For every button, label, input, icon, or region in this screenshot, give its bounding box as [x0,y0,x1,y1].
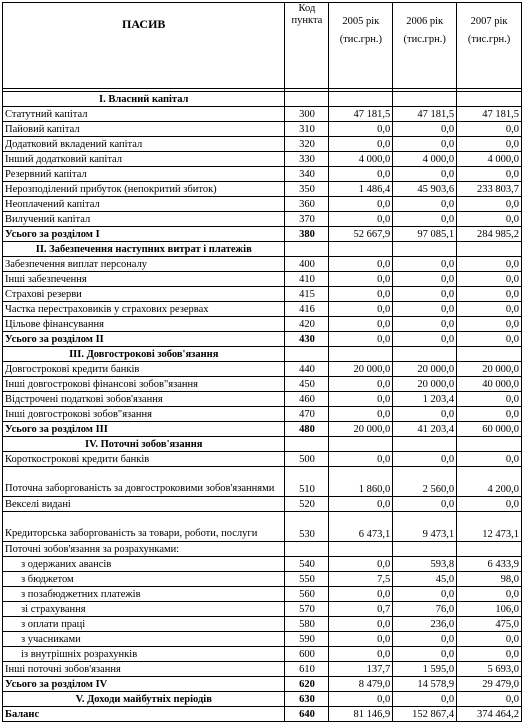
value-2007: 0,0 [457,497,522,512]
table-row [3,452,522,467]
table-row [3,167,522,182]
row-code: 370 [285,212,329,227]
table-row [3,512,522,542]
empty-cell [457,92,522,107]
row-code: 410 [285,272,329,287]
value-2005: 0,0 [329,587,393,602]
header-year-unit: (тис.грн.) [467,34,511,45]
row-code: 440 [285,362,329,377]
value-2005: 0,0 [329,617,393,632]
value-2005: 20 000,0 [329,422,393,437]
header-year-label: 2007 рік [470,16,508,27]
row-code: 340 [285,167,329,182]
value-2007: 0,0 [457,122,522,137]
row-code: 350 [285,182,329,197]
row-label: Кредиторська заборгованість за товари, роботи, послуги [3,512,285,542]
value-2007: 0,0 [457,407,522,422]
row-label: зі страхування [3,602,285,617]
value-2006: 4 000,0 [393,152,457,167]
value-2006: 0,0 [393,632,457,647]
value-2006: 0,0 [393,197,457,212]
value-2005: 4 000,0 [329,152,393,167]
row-code: 330 [285,152,329,167]
value-2006: 0,0 [393,302,457,317]
section-header-row [3,242,522,257]
row-label: Усього за розділом ІІІ [3,422,285,437]
value-2006: 1 595,0 [393,662,457,677]
value-2006: 41 203,4 [393,422,457,437]
value-2005: 6 473,1 [329,512,393,542]
value-2007: 47 181,5 [457,107,522,122]
value-2006: 14 578,9 [393,677,457,692]
row-label: Забезпечення виплат персоналу [3,257,285,272]
row-label: з позабюджетних платежів [3,587,285,602]
header-year-2007 [457,3,522,89]
section-header-row [3,92,522,107]
empty-cell [457,347,522,362]
empty-cell [329,347,393,362]
value-2006: 9 473,1 [393,512,457,542]
header-code-line2: пункта [291,15,323,26]
value-2005: 47 181,5 [329,107,393,122]
row-code: 416 [285,302,329,317]
value-2006: 2 560,0 [393,467,457,497]
header-year-label: 2006 рік [406,16,444,27]
empty-cell [393,242,457,257]
value-2006: 45,0 [393,572,457,587]
value-2007: 0,0 [457,257,522,272]
value-2006: 0,0 [393,212,457,227]
row-code: 320 [285,137,329,152]
value-2006: 0,0 [393,452,457,467]
value-2005: 0,0 [329,692,393,707]
table-row [3,107,522,122]
value-2005: 0,0 [329,197,393,212]
value-2006: 47 181,5 [393,107,457,122]
value-2005: 0,0 [329,407,393,422]
row-code: 510 [285,467,329,497]
row-code: 460 [285,392,329,407]
row-code: 450 [285,377,329,392]
table-row [3,302,522,317]
row-label: з учасниками [3,632,285,647]
value-2005: 0,0 [329,272,393,287]
table-row [3,647,522,662]
value-2006: 0,0 [393,332,457,347]
table-row [3,272,522,287]
row-label: Цільове фінансування [3,317,285,332]
group-label-row [3,542,522,557]
row-code: 420 [285,317,329,332]
table-body [3,89,522,722]
table-row [3,632,522,647]
value-2005: 0,0 [329,302,393,317]
value-2005: 1 860,0 [329,467,393,497]
value-2007: 12 473,1 [457,512,522,542]
row-label: Резервний капітал [3,167,285,182]
value-2006: 0,0 [393,137,457,152]
row-label: Вилучений капітал [3,212,285,227]
row-code: 520 [285,497,329,512]
row-code: 560 [285,587,329,602]
row-label: Частка перестраховиків у страхових резервах [3,302,285,317]
value-2007: 0,0 [457,392,522,407]
value-2005: 0,0 [329,497,393,512]
total-row [3,227,522,242]
value-2007: 0,0 [457,302,522,317]
value-2007: 4 200,0 [457,467,522,497]
value-2006: 0,0 [393,167,457,182]
table-row [3,392,522,407]
value-2006: 0,0 [393,692,457,707]
row-code: 360 [285,197,329,212]
value-2007: 0,0 [457,632,522,647]
row-label: Баланс [3,707,285,722]
table-row [3,557,522,572]
header-code-line1: Код [298,3,316,14]
row-label: Статутний капітал [3,107,285,122]
value-2007: 4 000,0 [457,152,522,167]
header-title: ПАСИВ [3,3,285,89]
value-2007: 98,0 [457,572,522,587]
empty-cell [457,242,522,257]
row-code: 530 [285,512,329,542]
empty-cell [393,542,457,557]
row-code: 620 [285,677,329,692]
header-year-2006 [393,3,457,89]
value-2005: 0,0 [329,392,393,407]
row-label: Усього за розділом IV [3,677,285,692]
value-2007: 475,0 [457,617,522,632]
value-2005: 0,0 [329,167,393,182]
row-code: 540 [285,557,329,572]
value-2006: 1 203,4 [393,392,457,407]
row-code: 590 [285,632,329,647]
empty-cell [393,437,457,452]
section-total-row [3,692,522,707]
row-code: 640 [285,707,329,722]
value-2007: 0,0 [457,272,522,287]
total-row [3,332,522,347]
value-2005: 0,7 [329,602,393,617]
row-label: Поточна заборгованість за довгостроковими зобов'язаннями [3,467,285,497]
table-row [3,497,522,512]
value-2007: 106,0 [457,602,522,617]
row-label: Короткострокові кредити банків [3,452,285,467]
row-label: із внутрішніх розрахунків [3,647,285,662]
row-label: Пайовий капітал [3,122,285,137]
value-2007: 0,0 [457,197,522,212]
header-year-2005 [329,3,393,89]
row-label: V. Доходи майбутніх періодів [3,692,285,707]
total-row [3,677,522,692]
row-code: 570 [285,602,329,617]
table-row [3,362,522,377]
empty-cell [285,542,329,557]
value-2005: 7,5 [329,572,393,587]
table-row [3,137,522,152]
value-2005: 0,0 [329,377,393,392]
row-label: Відстрочені податкові зобов'язання [3,392,285,407]
row-label: з оплати праці [3,617,285,632]
empty-cell [329,437,393,452]
total-row [3,707,522,722]
value-2006: 0,0 [393,317,457,332]
table-row [3,407,522,422]
section-header-row [3,347,522,362]
value-2007: 0,0 [457,587,522,602]
header-year-unit: (тис.грн.) [403,34,446,45]
section-title: I. Власний капітал [3,92,285,107]
value-2005: 20 000,0 [329,362,393,377]
section-title: II. Забезпечення наступних витрат і платежів [3,242,285,257]
row-label: Довгострокові кредити банків [3,362,285,377]
value-2006: 0,0 [393,122,457,137]
value-2006: 0,0 [393,647,457,662]
value-2006: 0,0 [393,272,457,287]
value-2005: 52 667,9 [329,227,393,242]
table-row [3,197,522,212]
value-2006: 0,0 [393,257,457,272]
value-2006: 20 000,0 [393,362,457,377]
value-2007: 0,0 [457,647,522,662]
value-2006: 0,0 [393,497,457,512]
row-code: 310 [285,122,329,137]
value-2007: 0,0 [457,137,522,152]
row-code: 480 [285,422,329,437]
table-row [3,122,522,137]
table-row [3,602,522,617]
table-row [3,317,522,332]
empty-cell [329,542,393,557]
value-2005: 137,7 [329,662,393,677]
value-2007: 0,0 [457,332,522,347]
row-code: 400 [285,257,329,272]
value-2005: 0,0 [329,557,393,572]
row-label: з бюджетом [3,572,285,587]
value-2007: 60 000,0 [457,422,522,437]
row-label: Усього за розділом ІІ [3,332,285,347]
value-2005: 0,0 [329,257,393,272]
value-2006: 593,8 [393,557,457,572]
value-2005: 0,0 [329,212,393,227]
row-label: Неоплачений капітал [3,197,285,212]
row-code: 300 [285,107,329,122]
value-2007: 0,0 [457,287,522,302]
total-row [3,422,522,437]
value-2007: 0,0 [457,452,522,467]
row-label: Векселі видані [3,497,285,512]
value-2007: 0,0 [457,692,522,707]
value-2007: 374 464,2 [457,707,522,722]
section-header-row [3,437,522,452]
value-2005: 0,0 [329,317,393,332]
row-code: 580 [285,617,329,632]
row-code: 500 [285,452,329,467]
empty-cell [285,92,329,107]
value-2005: 81 146,9 [329,707,393,722]
balance-liabilities-table [2,2,522,722]
value-2005: 0,0 [329,122,393,137]
row-label: Інші довгострокові фінансові зобов"язання [3,377,285,392]
header-year-label: 2005 рік [342,16,380,27]
empty-cell [329,242,393,257]
row-code: 630 [285,692,329,707]
table-row [3,662,522,677]
value-2005: 0,0 [329,287,393,302]
table-row [3,152,522,167]
value-2007: 20 000,0 [457,362,522,377]
section-title: III. Довгострокові зобов'язання [3,347,285,362]
value-2007: 0,0 [457,167,522,182]
value-2006: 97 085,1 [393,227,457,242]
table-row [3,212,522,227]
row-label: Інші довгострокові зобов"язання [3,407,285,422]
empty-cell [393,92,457,107]
header-row [3,3,522,89]
table-row [3,572,522,587]
value-2006: 76,0 [393,602,457,617]
value-2005: 0,0 [329,647,393,662]
table-row [3,182,522,197]
row-label: Усього за розділом І [3,227,285,242]
value-2006: 0,0 [393,287,457,302]
value-2005: 0,0 [329,452,393,467]
value-2006: 152 867,4 [393,707,457,722]
section-title: IV. Поточні зобов'язання [3,437,285,452]
value-2007: 284 985,2 [457,227,522,242]
row-label: Інші забезпечення [3,272,285,287]
table-row [3,287,522,302]
table-row [3,587,522,602]
value-2007: 0,0 [457,317,522,332]
value-2007: 40 000,0 [457,377,522,392]
value-2007: 5 693,0 [457,662,522,677]
row-label: Поточні зобов'язання за розрахунками: [3,542,285,557]
row-label: Інші поточні зобов'язання [3,662,285,677]
table-row [3,467,522,497]
value-2007: 0,0 [457,212,522,227]
value-2005: 0,0 [329,632,393,647]
empty-cell [329,92,393,107]
value-2006: 45 903,6 [393,182,457,197]
row-label: Додатковий вкладений капітал [3,137,285,152]
value-2005: 8 479,0 [329,677,393,692]
empty-cell [285,437,329,452]
row-code: 380 [285,227,329,242]
row-code: 610 [285,662,329,677]
row-code: 415 [285,287,329,302]
value-2005: 0,0 [329,332,393,347]
empty-cell [285,242,329,257]
value-2007: 233 803,7 [457,182,522,197]
value-2007: 6 433,9 [457,557,522,572]
row-label: Інший додатковий капітал [3,152,285,167]
table-row [3,377,522,392]
value-2006: 0,0 [393,587,457,602]
empty-cell [457,542,522,557]
empty-cell [393,347,457,362]
empty-cell [285,347,329,362]
empty-cell [457,437,522,452]
row-label: Страхові резерви [3,287,285,302]
value-2007: 29 479,0 [457,677,522,692]
row-label: з одержаних авансів [3,557,285,572]
value-2006: 236,0 [393,617,457,632]
row-code: 430 [285,332,329,347]
header-code [285,3,329,89]
value-2005: 0,0 [329,137,393,152]
value-2006: 0,0 [393,407,457,422]
table-row [3,257,522,272]
value-2006: 20 000,0 [393,377,457,392]
row-code: 470 [285,407,329,422]
document-page [2,2,522,722]
row-code: 600 [285,647,329,662]
table-row [3,617,522,632]
row-label: Нерозподілений прибуток (непокритий збиток) [3,182,285,197]
value-2005: 1 486,4 [329,182,393,197]
row-code: 550 [285,572,329,587]
header-year-unit: (тис.грн.) [339,34,382,45]
